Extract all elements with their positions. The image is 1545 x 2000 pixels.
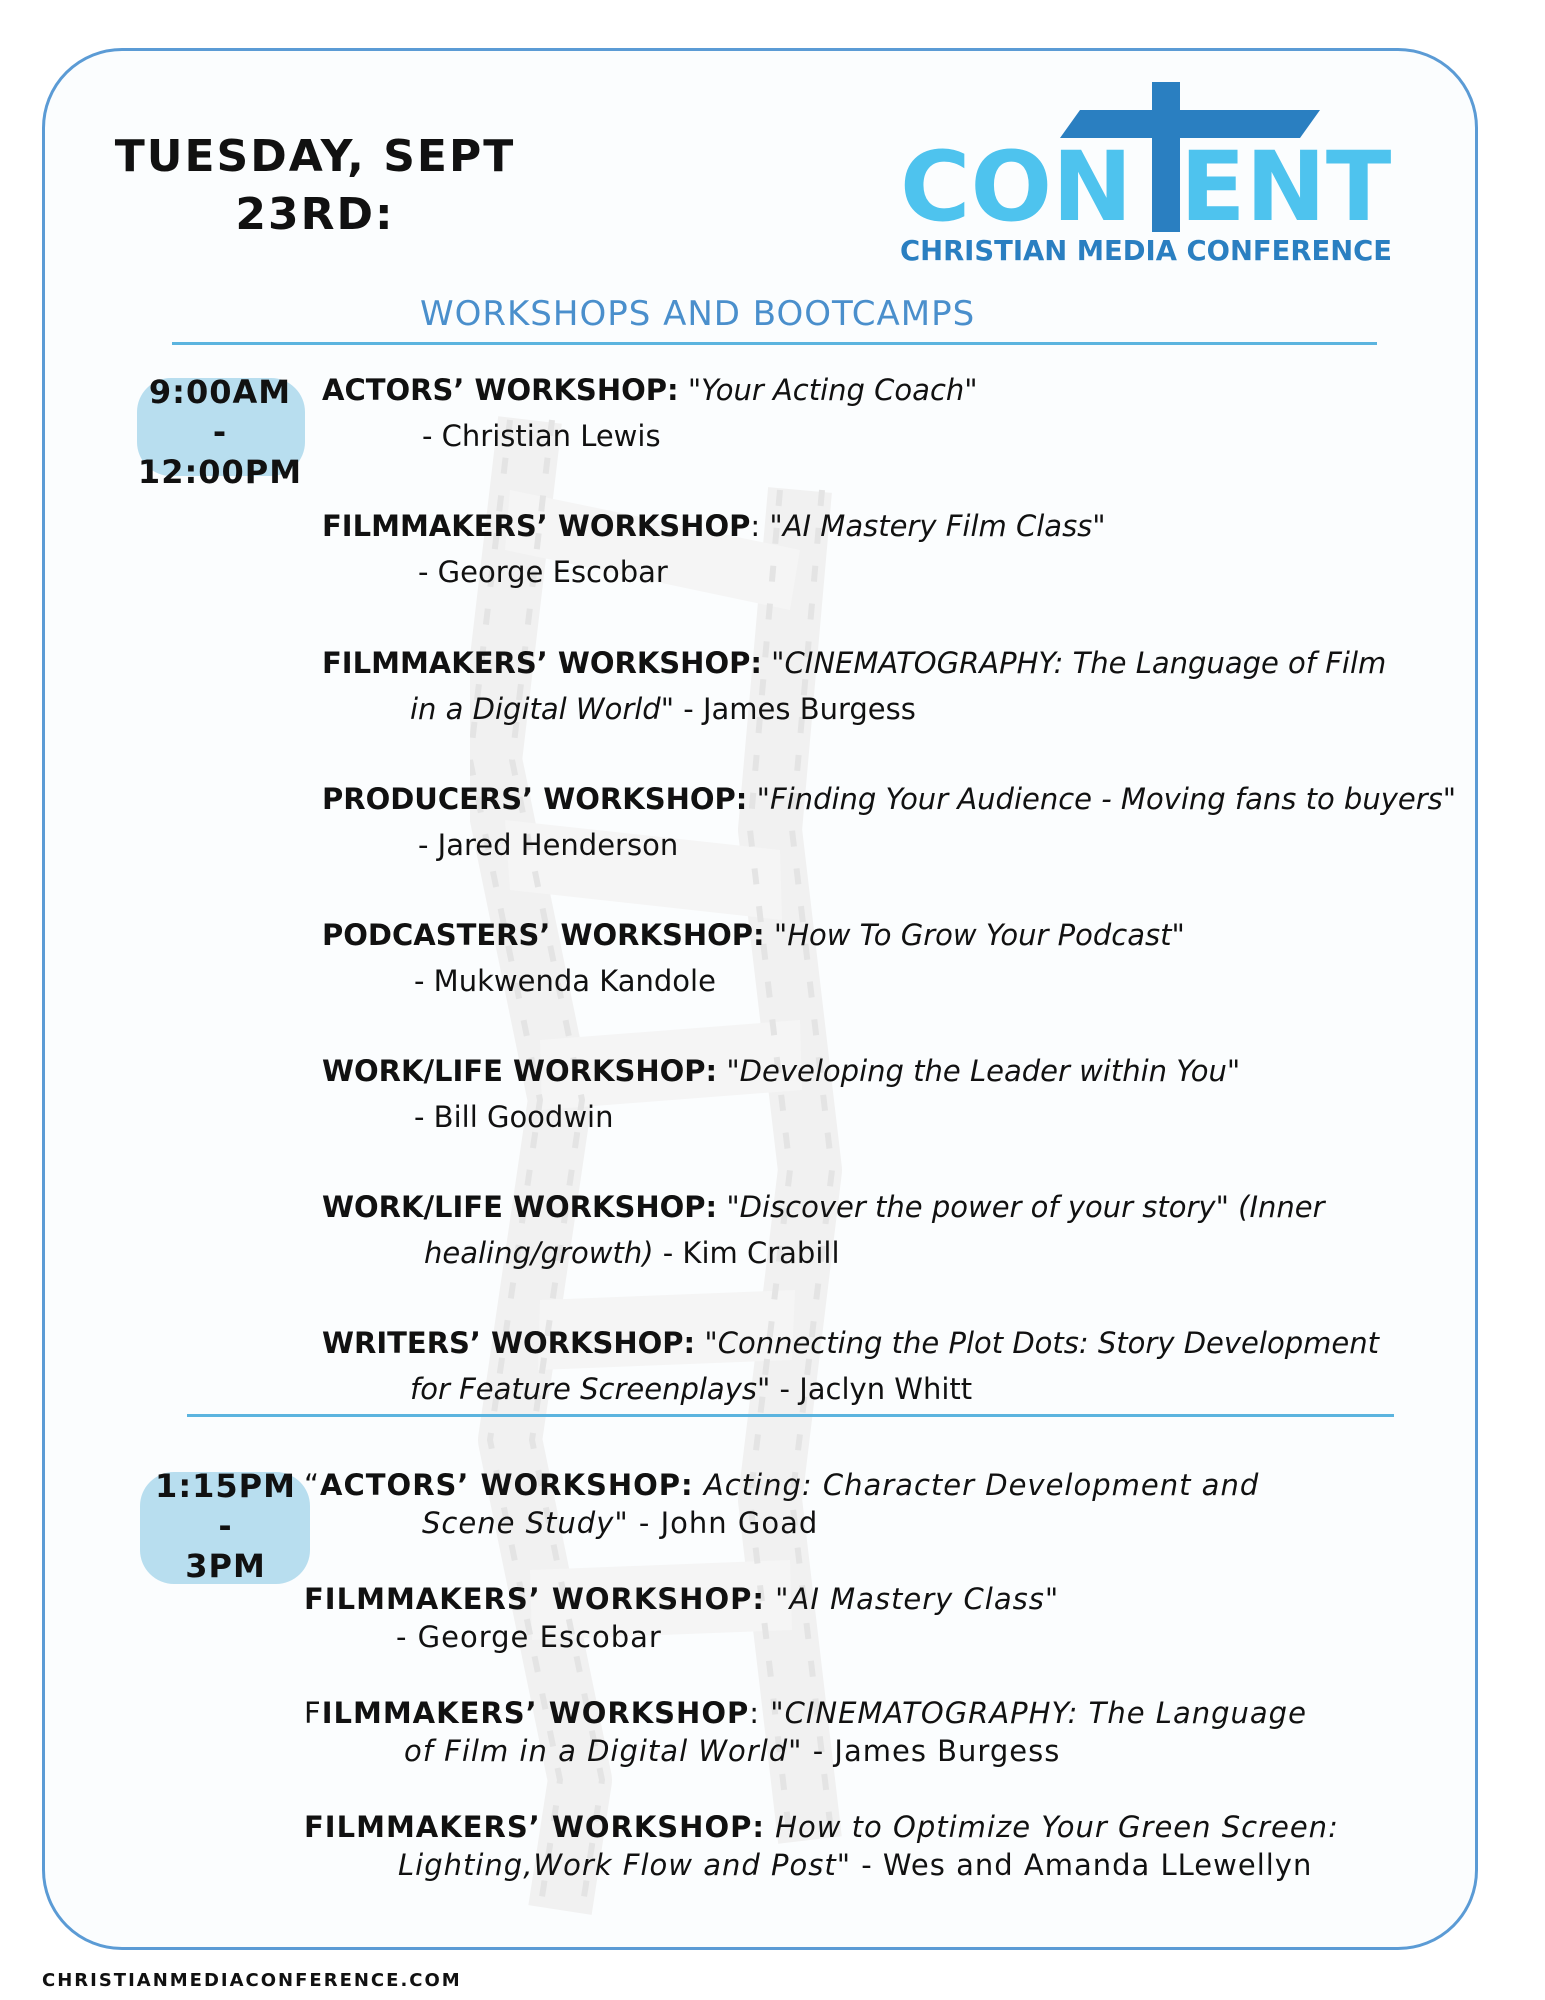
workshop-speaker: - George Escobar — [418, 555, 668, 589]
workshop-separator: : — [750, 509, 770, 543]
workshop-speaker: - Jaclyn Whitt — [770, 1372, 973, 1406]
workshop-topic: "CINEMATOGRAPHY: The Language of Film — [761, 646, 1387, 680]
date-line-2: 23RD: — [235, 189, 395, 240]
workshop-title: FILMMAKERS’ WORKSHOP: — [322, 646, 762, 680]
workshop-topic-continued: healing/growth) — [424, 1236, 654, 1270]
workshop-entry — [304, 1808, 1339, 1884]
workshop-title: FILMMAKERS’ WORKSHOP: — [304, 1810, 765, 1844]
workshop-speaker: - Kim Crabill — [653, 1236, 840, 1270]
workshop-separator: : — [749, 1696, 771, 1730]
workshop-topic-continued: Lighting,Work Flow and Post" — [398, 1848, 852, 1882]
workshop-title: FILMMAKERS’ WORKSHOP — [322, 509, 751, 543]
workshop-entry — [322, 1048, 1240, 1140]
section-title: WORKSHOPS AND BOOTCAMPS — [420, 294, 976, 334]
workshop-topic-continued: of Film in a Digital World" — [404, 1734, 803, 1768]
workshop-topic-continued: in a Digital World" — [410, 692, 675, 726]
workshop-entry — [322, 367, 978, 459]
workshop-title: ACTORS’ WORKSHOP: — [322, 373, 679, 407]
workshop-speaker: - James Burgess — [674, 692, 916, 726]
workshop-topic: "AI Mastery Film Class" — [769, 509, 1106, 543]
time-separator: - — [218, 1507, 233, 1545]
workshop-topic: "Finding Your Audience - Moving fans to buyers" — [747, 782, 1457, 816]
divider-top — [172, 342, 1377, 345]
date-heading — [110, 128, 520, 244]
workshop-entry — [304, 1580, 1059, 1656]
workshop-speaker: - Wes and Amanda LLewellyn — [851, 1848, 1313, 1882]
time-range-afternoon — [123, 1466, 328, 1586]
workshop-entry — [322, 776, 1456, 868]
workshop-entry — [322, 503, 1106, 595]
logo-subtitle: CHRISTIAN MEDIA CONFERENCE — [900, 234, 1392, 267]
workshop-topic: How to Optimize Your Green Screen: — [764, 1810, 1339, 1844]
quote-mark-close: " — [1171, 918, 1185, 952]
workshop-title: ILMMAKERS’ WORKSHOP — [321, 1696, 750, 1730]
content-conference-logo — [880, 80, 1400, 270]
quote-mark-open: " — [764, 918, 788, 952]
workshop-speaker: - Mukwenda Kandole — [414, 964, 716, 998]
workshop-entry — [304, 1466, 1259, 1542]
workshop-speaker: - George Escobar — [396, 1620, 662, 1654]
logo-word-left: CON — [900, 131, 1133, 243]
time-end: 3PM — [185, 1547, 266, 1585]
workshop-entry — [322, 1184, 1325, 1276]
workshop-title: ACTORS’ WORKSHOP: — [320, 1468, 694, 1502]
workshop-title: WRITERS’ WORKSHOP: — [322, 1326, 696, 1360]
workshop-title: PODCASTERS’ WORKSHOP: — [322, 918, 765, 952]
workshop-topic: "AI Mastery Class" — [764, 1582, 1060, 1616]
workshop-title: WORK/LIFE WORKSHOP: — [322, 1190, 718, 1224]
workshop-entry — [304, 1694, 1307, 1770]
workshop-topic: Acting: Character Development and — [693, 1468, 1260, 1502]
workshop-topic-continued: Scene Study" — [422, 1506, 629, 1540]
time-start: 1:15PM — [155, 1467, 296, 1505]
workshop-speaker: - Bill Goodwin — [414, 1100, 614, 1134]
workshop-speaker: - James Burgess — [802, 1734, 1061, 1768]
time-range-morning — [120, 372, 320, 492]
time-end: 12:00PM — [137, 453, 303, 491]
workshop-topic: "Discover the power of your story" (Inner — [717, 1190, 1325, 1224]
workshop-entry — [322, 1320, 1379, 1412]
quote-mark-open: “ — [304, 1468, 321, 1502]
workshop-topic: "Your Acting Coach" — [678, 373, 978, 407]
workshop-title: PRODUCERS’ WORKSHOP: — [322, 782, 748, 816]
workshop-topic: "Developing the Leader within You" — [717, 1054, 1241, 1088]
workshop-speaker: - John Goad — [628, 1506, 819, 1540]
workshop-title: WORK/LIFE WORKSHOP: — [322, 1054, 718, 1088]
workshop-topic-continued: for Feature Screenplays" — [410, 1372, 771, 1406]
time-separator: - — [212, 413, 228, 451]
logo-word-right: ENT — [1180, 131, 1392, 243]
divider-middle — [187, 1414, 1394, 1417]
time-start: 9:00AM — [148, 373, 292, 411]
film-strip-graphic — [470, 400, 940, 1920]
workshop-title: FILMMAKERS’ WORKSHOP: — [304, 1582, 765, 1616]
workshop-topic: "Connecting the Plot Dots: Story Development — [695, 1326, 1379, 1360]
workshop-topic: How To Grow Your Podcast — [787, 918, 1172, 952]
workshop-speaker: - Jared Henderson — [418, 828, 679, 862]
workshop-entry — [322, 912, 1185, 1004]
date-line-1: TUESDAY, SEPT — [114, 131, 516, 182]
footer-website[interactable]: CHRISTIANMEDIACONFERENCE.COM — [42, 1970, 462, 1991]
workshop-topic: "CINEMATOGRAPHY: The Language — [770, 1696, 1307, 1730]
title-initial: F — [304, 1696, 322, 1730]
workshop-speaker: - Christian Lewis — [422, 419, 661, 453]
workshop-entry — [322, 640, 1386, 732]
